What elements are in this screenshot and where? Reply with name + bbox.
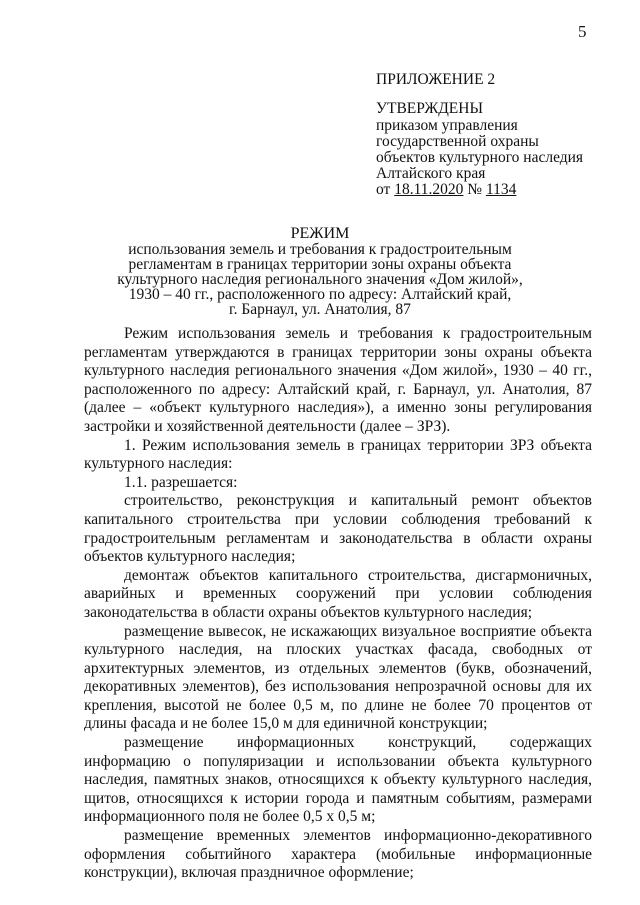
paragraph-intro: Режим использования земель и требования к градостроительным регламентам утверждаются в границах территории зоны охраны объекта культурного наследия регионального значения «Дом жилой», 1930 – 40 гг., расположенного по адресу: Алтайский край, г. Барнаул, ул. Анатолия, 87 (далее – «объект культурного наследия»), а именно зоны регулирования застройки и хозяйственной деятельности (далее – ЗРЗ). xyxy=(84,325,592,435)
approval-block xyxy=(376,72,583,198)
approval-line: государственной охраны xyxy=(376,133,539,150)
document-title: РЕЖИМ xyxy=(290,225,350,242)
paragraph-item: размещение информационных конструкций, содержащих информацию о популяризации и использовании объекта культурного наследия, памятных знаков, относящихся к объекту культурного наследия, щитов, относящихся к истории города и памятным событиям, размерами информационного поля не более 0,5 х 0,5 м; xyxy=(84,734,592,826)
date-prefix: от xyxy=(376,181,395,198)
appendix-label: ПРИЛОЖЕНИЕ 2 xyxy=(376,71,496,88)
title-line: культурного наследия регионального значения «Дом жилой», xyxy=(117,271,523,288)
document-body xyxy=(84,325,592,883)
approval-line: Алтайского края xyxy=(376,165,486,182)
approval-line: объектов культурного наследия xyxy=(376,149,584,166)
approved-label: УТВЕРЖДЕНЫ xyxy=(376,100,483,117)
document-title-block xyxy=(100,226,540,317)
approval-line: приказом управления xyxy=(376,117,518,134)
title-line: регламентам в границах территории зоны охраны объекта xyxy=(128,256,512,273)
number-sign: № xyxy=(463,181,486,198)
page-number: 5 xyxy=(578,22,587,41)
title-line: использования земель и требования к градостроительным xyxy=(128,241,512,258)
order-date: 18.11.2020 xyxy=(394,181,464,198)
title-line: г. Барнаул, ул. Анатолия, 87 xyxy=(229,301,411,318)
paragraph-item: строительство, реконструкция и капитальный ремонт объектов капитального строительства при условии соблюдения требований к градостроительным регламентам и законодательства в области охраны объектов культурного наследия; xyxy=(84,492,592,566)
paragraph-subsection-1-1: 1.1. разрешается: xyxy=(124,473,238,491)
paragraph-item: размещение вывесок, не искажающих визуальное восприятие объекта культурного наследия, на плоских участках фасада, свободных от архитектурных элементов, из отдельных элементов (букв, обозначений, декоративных элементов), без использования непрозрачной основы для их крепления, высотой не более 0,5 м, по длине не более 70 процентов от длины фасада и не более 15,0 м для единичной конструкции; xyxy=(84,622,592,733)
paragraph-section-1: 1. Режим использования земель в границах территории ЗРЗ объекта культурного наследия: xyxy=(84,436,592,473)
order-date-line xyxy=(376,182,583,198)
order-number: 1134 xyxy=(485,181,517,198)
paragraph-item: размещение временных элементов информационно-декоративного оформления событийного характера (мобильные информационные конструкции), включая праздничное оформление; xyxy=(84,827,592,882)
paragraph-item: демонтаж объектов капитального строительства, дисгармоничных, аварийных и временных сооружений при условии соблюдения законодательства в области охраны объектов культурного наследия; xyxy=(84,566,592,621)
title-line: 1930 – 40 гг., расположенного по адресу: Алтайский край, xyxy=(128,286,512,303)
